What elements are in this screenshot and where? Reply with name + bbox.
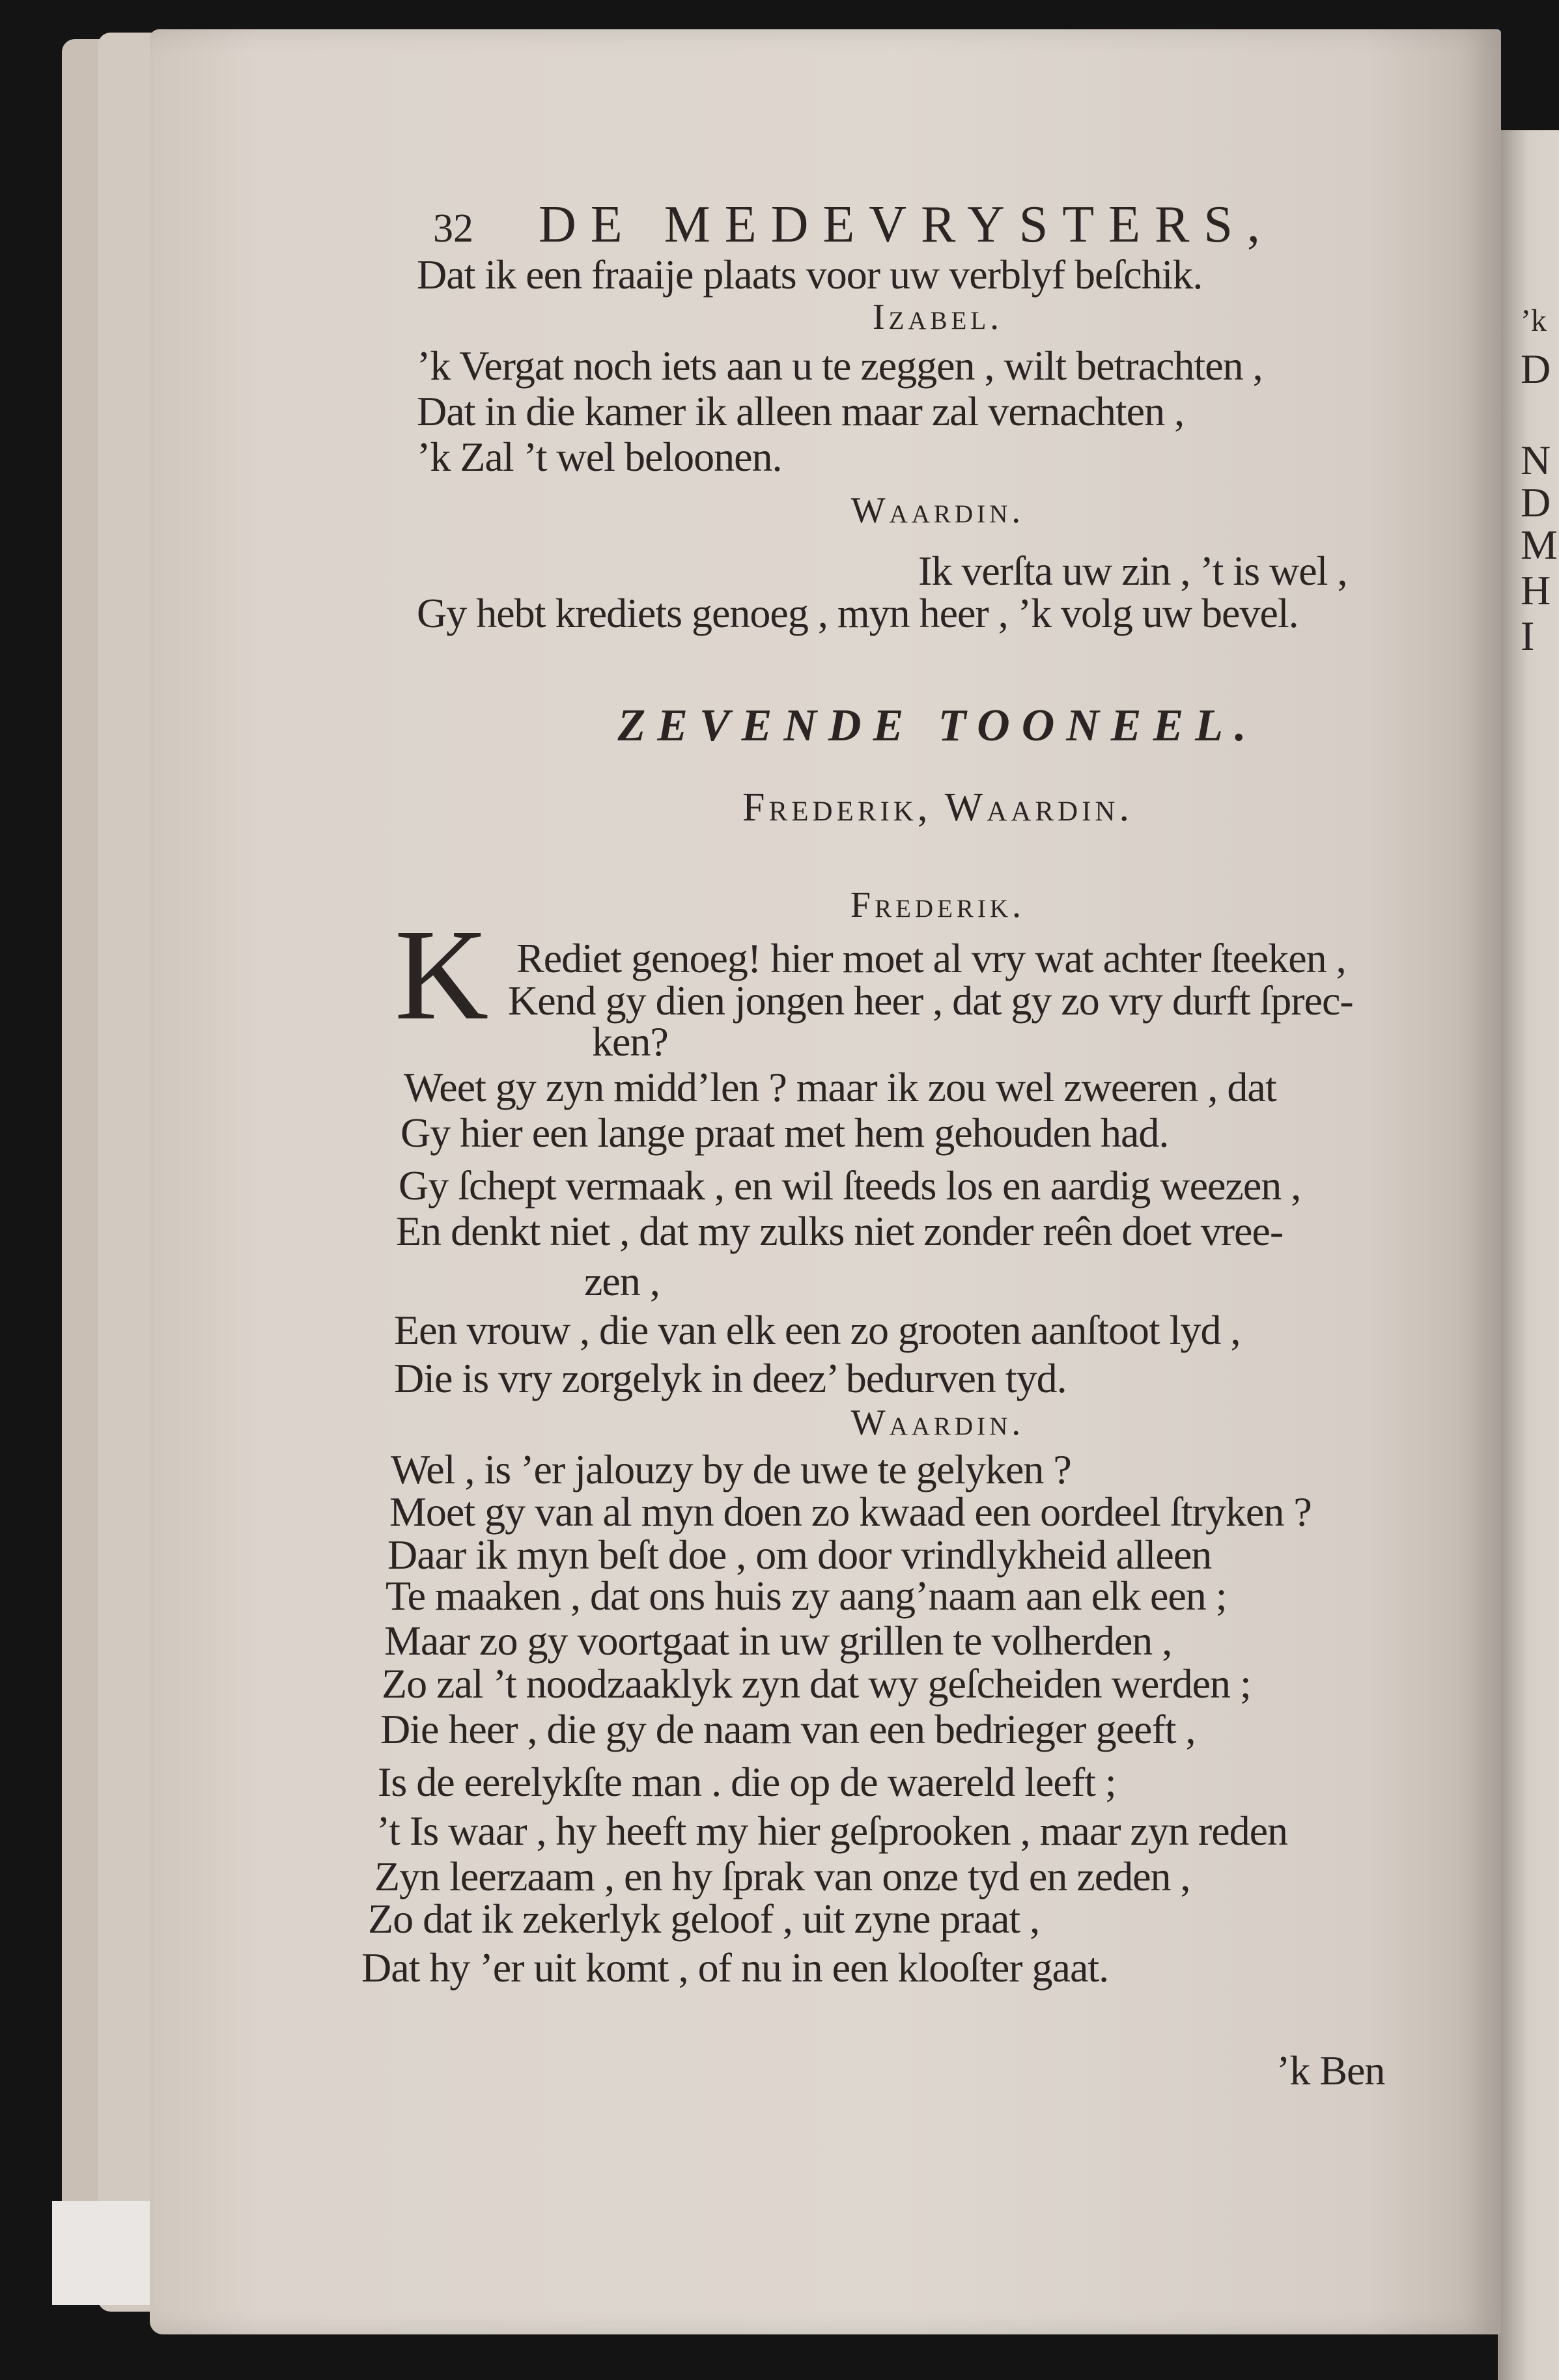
- facing-page-fragment: D: [1521, 479, 1551, 525]
- page-number: 32: [433, 206, 473, 251]
- running-title: DE MEDEVRYSTERS,: [539, 196, 1274, 253]
- facing-page-fragment: M: [1521, 522, 1558, 568]
- scene-cast: Frederik, Waardin.: [742, 785, 1133, 830]
- verse-line: ’k Vergat noch iets aan u te zeggen , wilt betrachten ,: [417, 343, 1263, 389]
- verse-line: Die heer , die gy de naam van een bedrieger geeft ,: [380, 1706, 1196, 1752]
- verse-line: ’t Is waar , hy heeft my hier geſprooken , maar zyn reden: [376, 1808, 1288, 1854]
- verse-line: Ik verſta uw zin , ’t is wel ,: [918, 548, 1347, 594]
- facing-page-fragment: I: [1521, 613, 1535, 659]
- verse-line: Dat hy ’er uit komt , of nu in een klooſter gaat.: [361, 1944, 1109, 1991]
- facing-page-fragment: H: [1521, 567, 1551, 613]
- verse-line: Gy ſchept vermaak , en wil ſteeds los en aardig weezen ,: [399, 1162, 1301, 1209]
- speaker-waardin: Waardin.: [850, 490, 1025, 531]
- running-header: [433, 195, 1274, 255]
- verse-line: Zo dat ik zekerlyk geloof , uit zyne praat ,: [368, 1896, 1040, 1942]
- verse-line: En denkt niet , dat my zulks niet zonder reên doet vree-: [396, 1208, 1284, 1254]
- facing-page-fragment: N: [1521, 437, 1551, 483]
- speaker-frederik: Frederik.: [850, 885, 1026, 925]
- speaker-izabel: Izabel.: [872, 297, 1004, 337]
- verse-line: Gy hebt krediets genoeg , myn heer , ’k volg uw bevel.: [417, 590, 1299, 636]
- verse-line: Moet gy van al myn doen zo kwaad een oordeel ſtryken ?: [389, 1489, 1312, 1535]
- speaker-waardin: Waardin.: [850, 1403, 1025, 1443]
- verse-line: ’k Zal ’t wel beloonen.: [417, 434, 782, 480]
- verse-line: zen ,: [584, 1258, 660, 1304]
- facing-page-fragment: ’k: [1521, 303, 1547, 338]
- verse-line: Te maaken , dat ons huis zy aang’naam aan elk een ;: [386, 1573, 1227, 1619]
- verse-line: ken?: [592, 1018, 668, 1065]
- drop-cap: K: [395, 903, 489, 1047]
- scene-title: ZEVENDE TOONEEL.: [617, 701, 1258, 751]
- verse-line: Een vrouw , die van elk een zo grooten aanſtoot lyd ,: [394, 1307, 1241, 1353]
- verse-line: Weet gy zyn midd’len ? maar ik zou wel zweeren , dat: [404, 1064, 1276, 1110]
- facing-page-fragment: D: [1521, 346, 1551, 392]
- verse-line: Zo zal ’t noodzaaklyk zyn dat wy geſcheiden werden ;: [382, 1660, 1251, 1707]
- verse-line: Die is vry zorgelyk in deez’ bedurven tyd.: [394, 1355, 1067, 1401]
- verse-line: Rediet genoeg! hier moet al vry wat achter ſteeken ,: [516, 935, 1346, 981]
- verse-line: Maar zo gy voortgaat in uw grillen te volherden ,: [384, 1617, 1172, 1664]
- catchword: ’k Ben: [1276, 2047, 1385, 2093]
- verse-line: Dat ik een fraaije plaats voor uw verblyf beſchik.: [417, 251, 1203, 298]
- verse-line: Is de eerelykſte man . die op de waereld leeft ;: [378, 1759, 1116, 1805]
- verse-line: Gy hier een lange praat met hem gehouden had.: [400, 1110, 1169, 1156]
- verse-line: Daar ik myn beſt doe , om door vrindlykheid alleen: [387, 1532, 1212, 1578]
- verse-line: Wel , is ’er jalouzy by de uwe te gelyken ?: [391, 1446, 1071, 1492]
- verse-line: Kend gy dien jongen heer , dat gy zo vry durft ſprec-: [508, 977, 1353, 1024]
- verse-line: Zyn leerzaam , en hy ſprak van onze tyd en zeden ,: [374, 1853, 1190, 1899]
- verse-line: Dat in die kamer ik alleen maar zal vernachten ,: [417, 388, 1185, 434]
